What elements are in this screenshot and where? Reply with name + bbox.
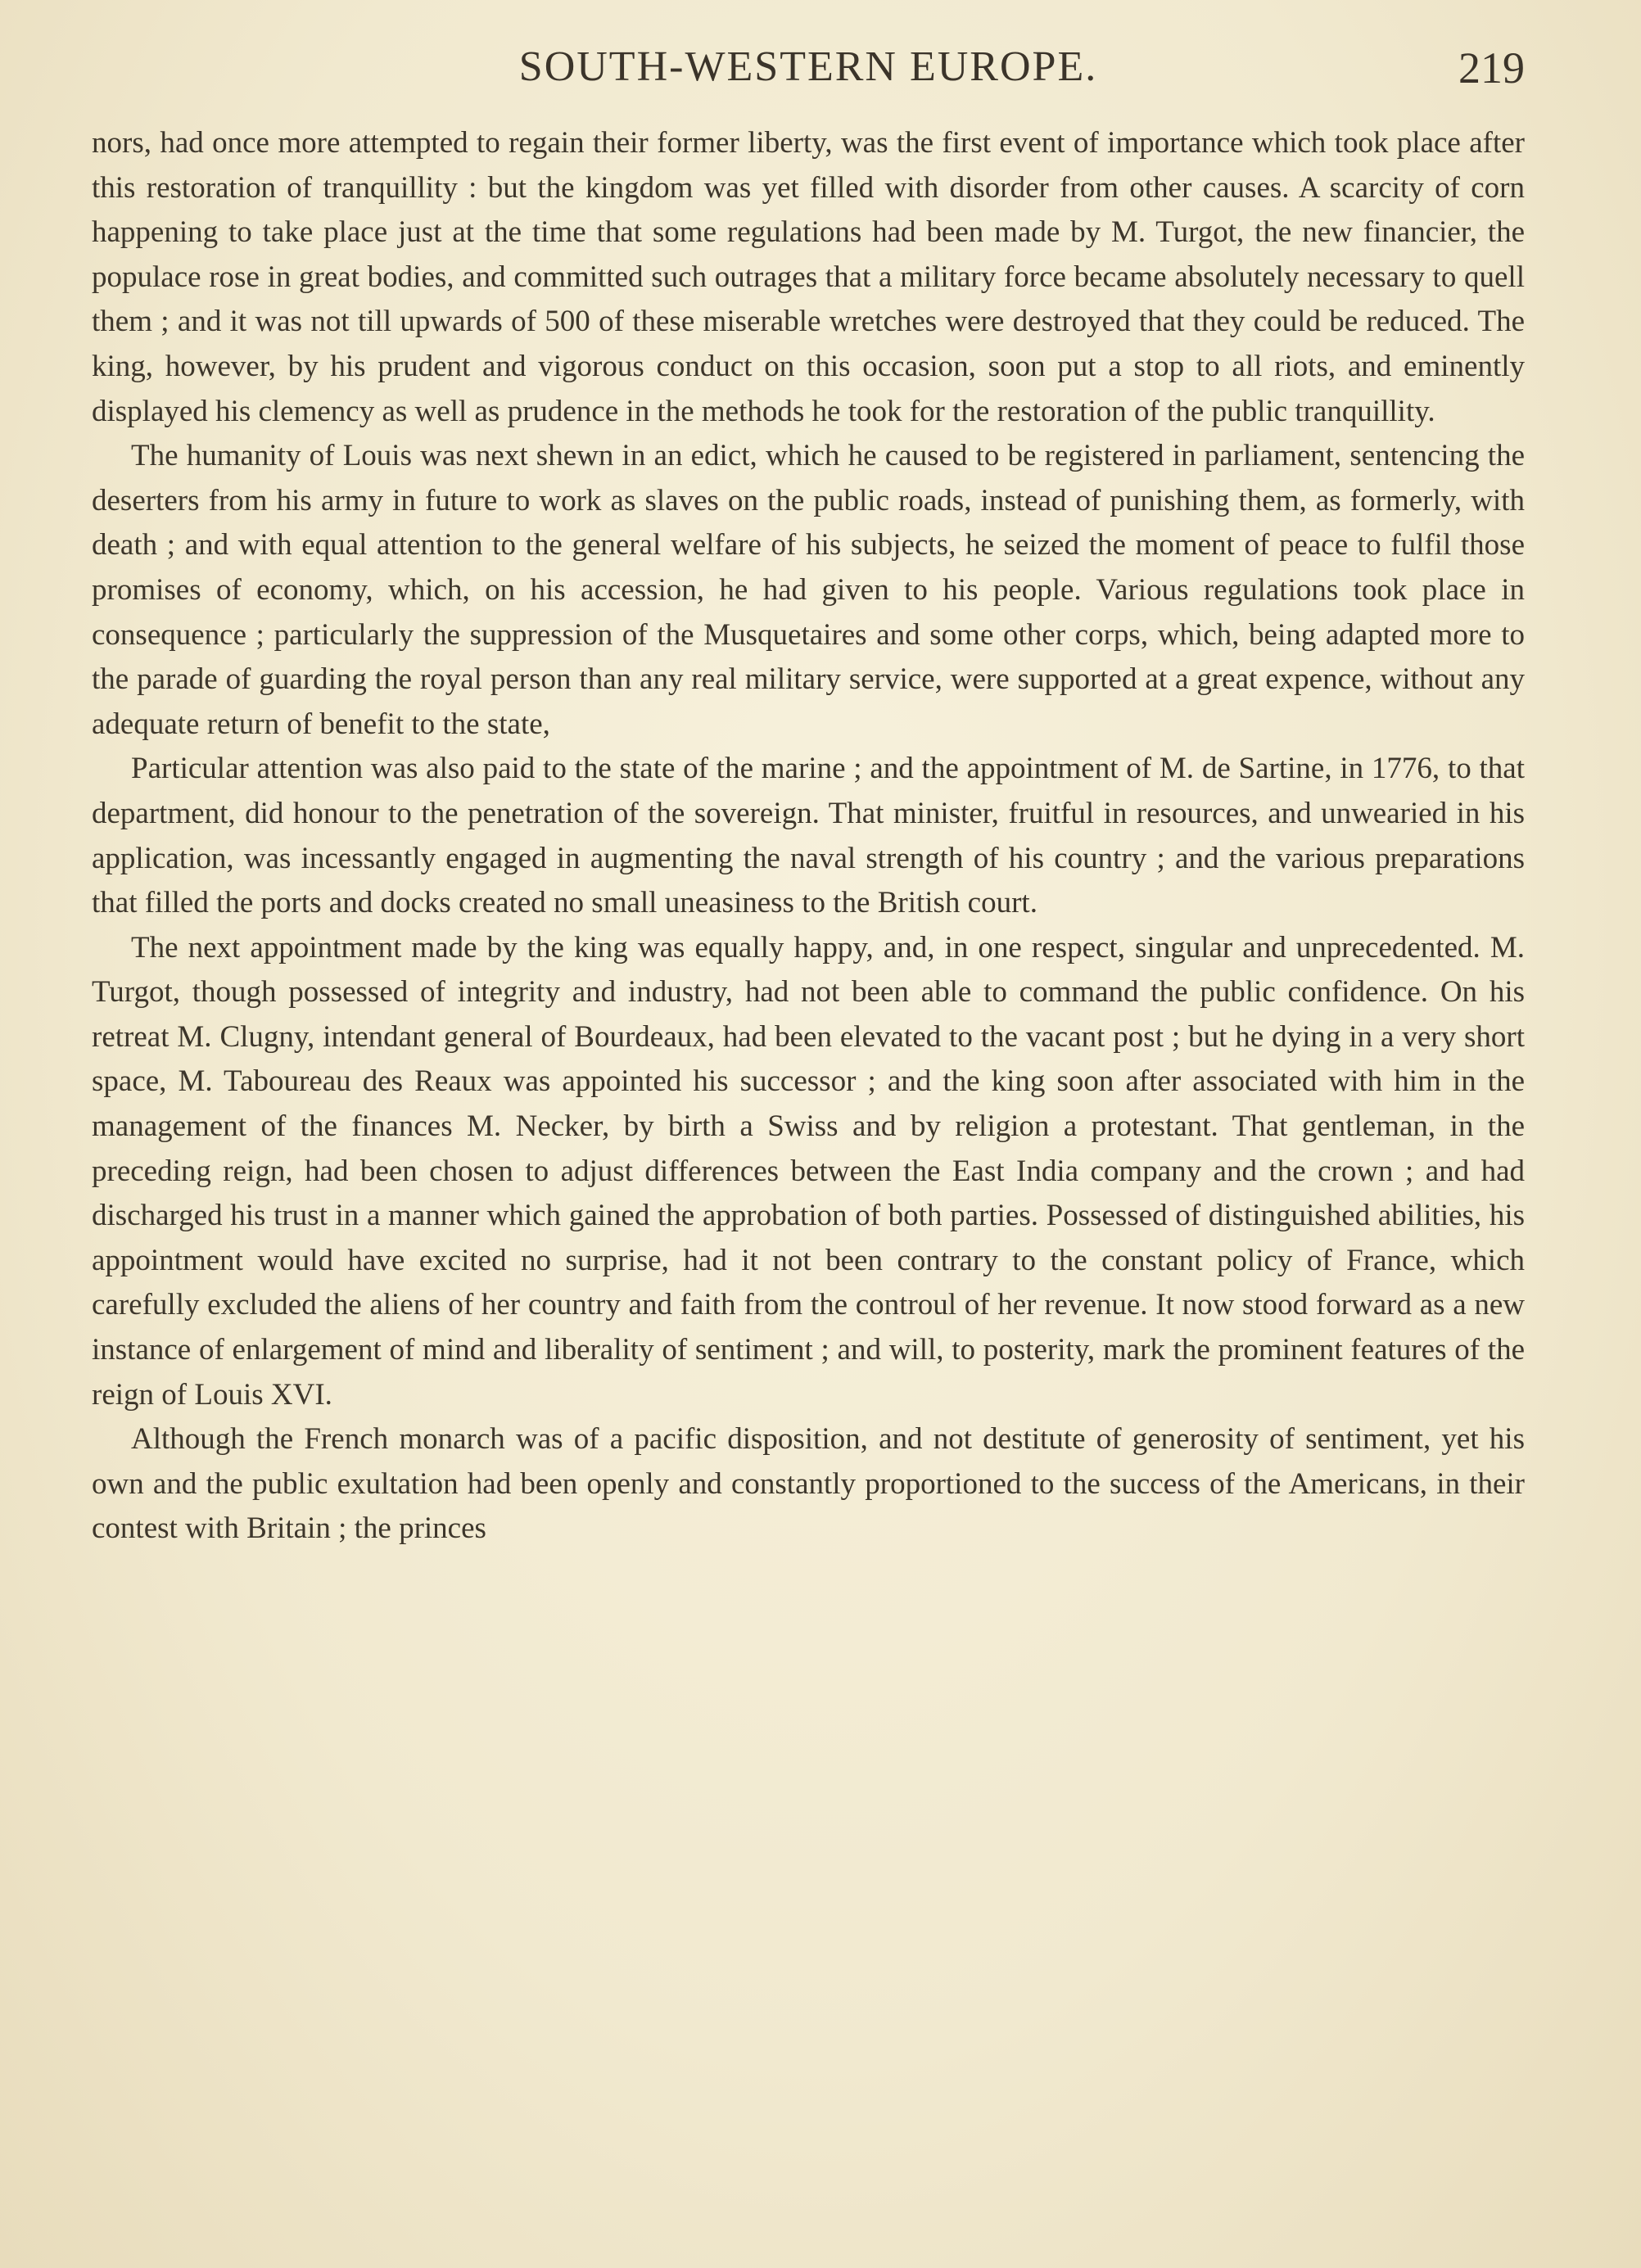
paragraph: Particular attention was also paid to the state of the marine ; and the appointment of M. de Sartine, in 1776, to that department, did honour to the penetration of the sovereign. That minister, fruitful in resources, and unwearied in his application, was incessantly engaged in augmenting the naval strength of his country ; and the various preparations that filled the ports and docks created no small uneasiness to the British court. (92, 752, 1525, 920)
page-number: 219 (1458, 43, 1525, 93)
running-head (92, 43, 1525, 100)
running-title: SOUTH-WESTERN EUROPE. (518, 43, 1098, 90)
paragraph: The humanity of Louis was next shewn in an edict, which he caused to be registered in parliament, sentencing the deserters from his army in future to work as slaves on the public roads, instead of punishing them, as formerly, with death ; and with equal attention to the general welfare of his subjects, he seized the moment of peace to fulfil those promises of economy, which, on his accession, he had given to his people. Various regulations took place in consequence ; particularly the suppression of the Musquetaires and some other corps, which, being adapted more to the parade of guarding the royal person than any real military service, were supported at a great expence, without any adequate return of benefit to the state, (92, 439, 1525, 741)
paragraph-continuation: nors, had once more attempted to regain their former liberty, was the first event of importance which took place after this restoration of tranquillity : but the kingdom was yet filled with disorder from other causes. A scarcity of corn happening to take place just at the time that some regulations had been made by M. Turgot, the new financier, the populace rose in great bodies, and committed such outrages that a military force became absolutely necessary to quell them ; and it was not till upwards of 500 of these miserable wretches were destroyed that they could be reduced. The king, however, by his prudent and vigorous conduct on this occasion, soon put a stop to all riots, and eminently displayed his clemency as well as prudence in the methods he took for the restoration of the public tranquillity. (92, 126, 1525, 428)
body-text (92, 121, 1525, 1552)
paragraph: Although the French monarch was of a pacific disposition, and not destitute of generosity of sentiment, yet his own and the public exultation had been openly and constantly proportioned to the success of the Americans, in their contest with Britain ; the princes (92, 1422, 1525, 1546)
paragraph: The next appointment made by the king was equally happy, and, in one respect, singular and unprecedented. M. Turgot, though possessed of integrity and industry, had not been able to command the public confidence. On his retreat M. Clugny, intendant general of Bourdeaux, had been elevated to the vacant post ; but he dying in a very short space, M. Taboureau des Reaux was appointed his successor ; and the king soon after associated with him in the management of the finances M. Necker, by birth a Swiss and by religion a protestant. That gentleman, in the preceding reign, had been chosen to adjust differences between the East India company and the crown ; and had discharged his trust in a manner which gained the approbation of both parties. Possessed of distinguished abilities, his appointment would have excited no surprise, had it not been contrary to the constant policy of France, which carefully excluded the aliens of her country and faith from the controul of her revenue. It now stood forward as a new instance of enlargement of mind and liberality of sentiment ; and will, to posterity, mark the prominent features of the reign of Louis XVI. (92, 930, 1525, 1412)
